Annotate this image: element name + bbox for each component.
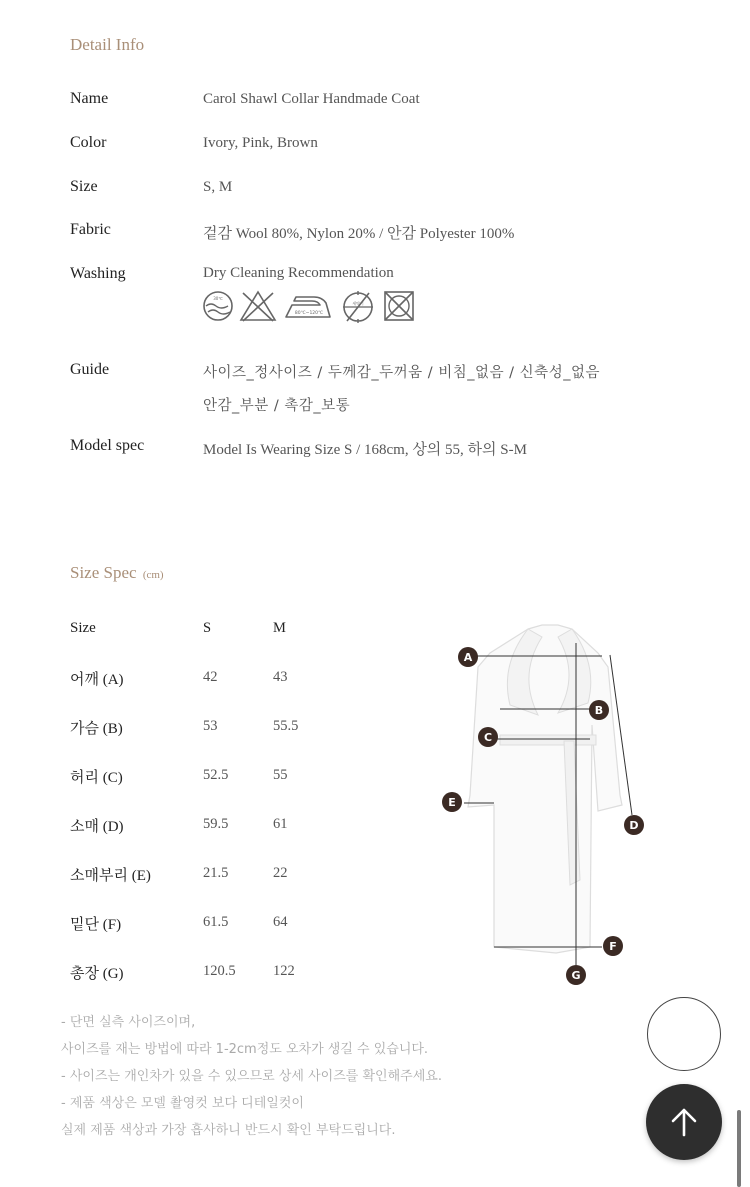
detail-info-title: Detail Info (70, 35, 145, 54)
fabric-label: Fabric (70, 221, 111, 238)
size-row-s: 21.5 (203, 865, 229, 881)
model-spec-label: Model spec (70, 437, 145, 454)
guide-line-1: 사이즈_정사이즈 / 두께감_두꺼움 / 비침_없음 / 신축성_없음 (203, 365, 600, 381)
note-line: - 제품 색상은 모델 촬영컷 보다 디테일컷이 (61, 1096, 304, 1111)
note-line: - 사이즈는 개인차가 있을 수 있으므로 상세 사이즈를 확인해주세요. (61, 1069, 442, 1084)
model-spec-value: Model Is Wearing Size S / 168cm, 상의 55, 하의 S-M (203, 442, 527, 458)
coat-belt (500, 735, 596, 745)
marker-g (566, 965, 586, 985)
size-spec-title (70, 563, 164, 583)
size-row-label: 가슴 (B) (70, 721, 123, 737)
size-row-m: 55 (273, 767, 288, 783)
size-row-s: 120.5 (203, 963, 236, 979)
size-row-m: 43 (273, 669, 288, 685)
svg-text:C: C (483, 731, 493, 744)
size-spec-title-text: Size Spec (70, 563, 137, 582)
svg-text:세탁기: 세탁기 (352, 301, 364, 306)
fabric-value: 겉감 Wool 80%, Nylon 20% / 안감 Polyester 100% (203, 226, 515, 242)
hand-wash-icon (202, 289, 234, 323)
note-line: 사이즈를 재는 방법에 따라 1-2cm정도 오차가 생길 수 있습니다. (61, 1042, 429, 1057)
name-value: Carol Shawl Collar Handmade Coat (203, 91, 420, 107)
scrollbar-thumb[interactable] (737, 1110, 741, 1187)
washing-value: Dry Cleaning Recommendation (203, 265, 394, 281)
no-tumble-dry-icon (339, 289, 377, 325)
size-spec-unit: (cm) (142, 569, 164, 581)
note-line: 실제 제품 색상과 가장 흡사하니 반드시 확인 부탁드립니다. (61, 1123, 396, 1138)
marker-b (589, 700, 609, 720)
size-notes (61, 1009, 442, 1144)
arrow-up-icon (669, 1106, 699, 1138)
no-bleach-icon (239, 289, 277, 323)
washing-label: Washing (70, 265, 126, 282)
svg-text:A: A (463, 651, 473, 664)
size-row-s: 52.5 (203, 767, 229, 783)
size-row-label: 총장 (G) (70, 966, 124, 982)
guide-line-2: 안감_부분 / 촉감_보통 (203, 398, 351, 414)
svg-text:D: D (629, 819, 639, 832)
svg-text:B: B (594, 704, 604, 717)
coat-body (468, 625, 622, 953)
no-dry-clean-icon (382, 289, 416, 323)
size-row-m: 22 (273, 865, 288, 881)
color-label: Color (70, 134, 107, 151)
marker-c (478, 727, 498, 747)
guide-label: Guide (70, 361, 110, 378)
svg-text:G: G (571, 969, 581, 982)
svg-text:F: F (609, 940, 617, 953)
color-value: Ivory, Pink, Brown (203, 135, 318, 151)
svg-text:30℃: 30℃ (213, 296, 223, 301)
iron-low-temp-icon (282, 289, 334, 323)
marker-e (442, 792, 462, 812)
size-row-s: 53 (203, 718, 218, 734)
size-header-label: Size (70, 620, 96, 636)
size-header-m: M (273, 620, 286, 636)
washing-icons (202, 289, 416, 325)
size-row-label: 소매 (D) (70, 819, 124, 835)
note-line: - 단면 실측 사이즈이며, (61, 1015, 196, 1030)
name-label: Name (70, 90, 109, 107)
size-row-m: 122 (273, 963, 295, 979)
size-row-label: 허리 (C) (70, 770, 123, 786)
marker-f (603, 936, 623, 956)
size-row-label: 소매부리 (E) (70, 868, 151, 884)
size-label: Size (70, 178, 98, 195)
size-row-s: 61.5 (203, 914, 229, 930)
floating-blank-button[interactable] (647, 997, 721, 1071)
coat-size-diagram (430, 615, 670, 990)
size-row-s: 59.5 (203, 816, 229, 832)
size-row-label: 어깨 (A) (70, 672, 124, 688)
size-row-m: 55.5 (273, 718, 299, 734)
size-value: S, M (203, 179, 233, 195)
scroll-to-top-button[interactable] (646, 1084, 722, 1160)
size-row-label: 밑단 (F) (70, 917, 122, 933)
svg-text:80℃~120℃: 80℃~120℃ (294, 311, 324, 316)
marker-d (624, 815, 644, 835)
size-row-s: 42 (203, 669, 218, 685)
svg-text:E: E (448, 796, 456, 809)
size-header-s: S (203, 620, 212, 636)
size-row-m: 64 (273, 914, 288, 930)
marker-a (458, 647, 478, 667)
size-row-m: 61 (273, 816, 288, 832)
